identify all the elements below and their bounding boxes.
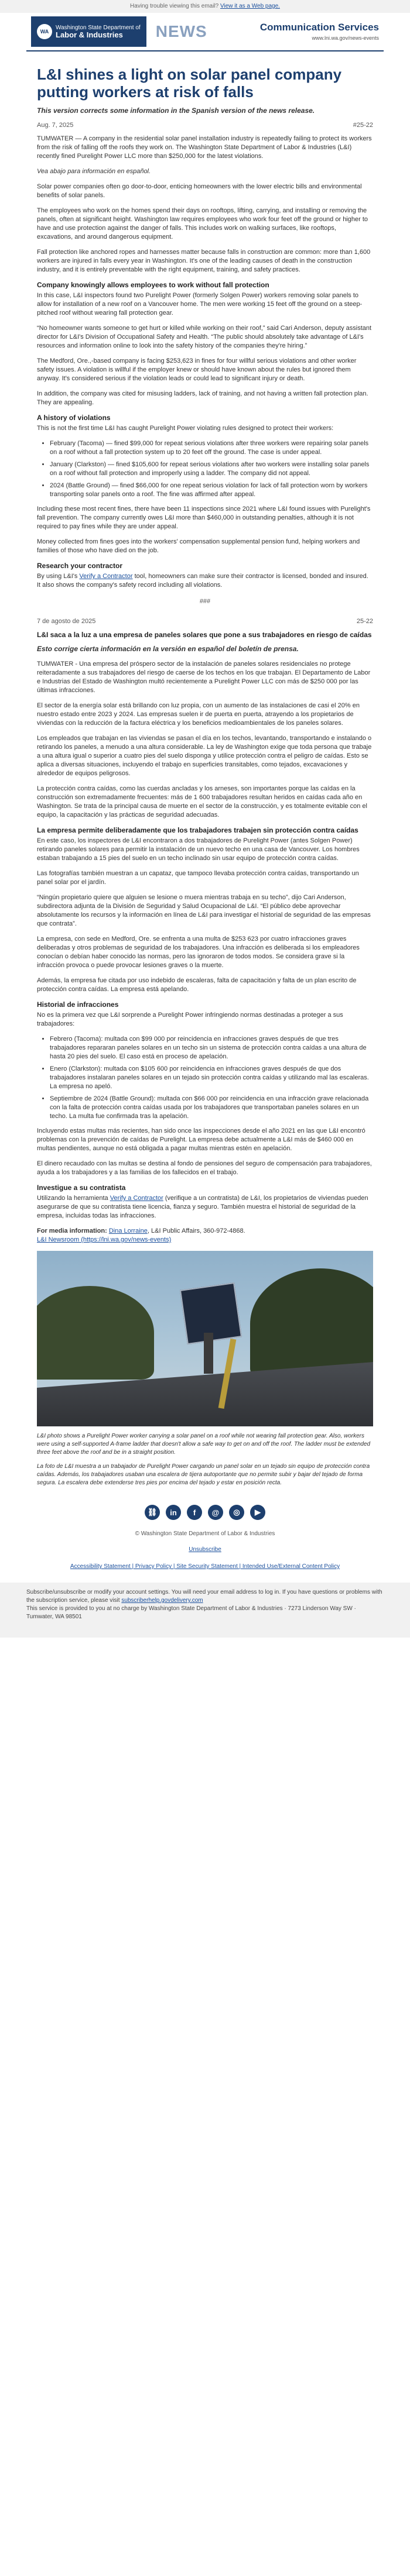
- list-item: • February (Tacoma) — fined $99,000 for repeat serious violations after three workers were repairing solar panels on a roof without a fall protection system up to 20 feet off the ground. The case is under appeal.: [50, 439, 373, 457]
- comm-services-title: Communication Services: [259, 22, 379, 33]
- para-en-2: Solar power companies often go door-to-door, enticing homeowners with the lower electric bills and environmental benefits of solar panels.: [37, 183, 362, 199]
- photo-caption-en: L&I photo shows a Purelight Power worker carrying a solar panel on a roof while not wearing fall protection gear. Also, workers were using a self-supported A-frame ladder that doesn't allow a safe way to get on and off the roof. The ladder must be extended three feet above the roof and be in a straight position.: [37, 1433, 371, 1456]
- comm-services: [260, 22, 379, 42]
- para-es-1: TUMWATER - Una empresa del próspero sector de la instalación de paneles solares residenciales no protege reiteradamente a sus trabajadores del riesgo de caerse de los techos en los que trabajan. El Departamento de Labor e Industrias del Estado de Washington multó recientemente a Purelight Power LLC con más de $250 000 por las últimas infracciones.: [37, 661, 371, 694]
- news-wordmark: NEWS: [155, 22, 207, 40]
- para-es-3: Los empleados que trabajan en las viviendas se pasan el día en los techos, levantando, transportando e instalando o retirando los paneles, a menudo a una altura considerable. La ley de Washington exige que toda persona que trabaje a una altura igual o superior a cuatro pies del suelo disponga y utilice protección contra el peligro de caídas. Esto se aplica a diversas situaciones, incluyendo el trabajo en superficies transitables, como tejados, excavaciones y alrededor de equipos peligrosos.: [37, 735, 372, 777]
- para-es-11: Incluyendo estas multas más recientes, han sido once las inspecciones desde el año 2021 en las que L&I encontró problemas con la prevención de caídas de Purelight. La empresa debe actualmente a L&I más de $460 000 en multas pendientes, aunque no está obligada a pagar multas mientras estén en apelación.: [37, 1127, 365, 1152]
- comm-services-url[interactable]: www.lni.wa.gov/news-events: [312, 35, 379, 41]
- view-web-link[interactable]: View it as a Web page.: [220, 3, 280, 9]
- para-en-5: In this case, L&I inspectors found two Purelight Power (formerly Solgen Power) workers removing solar panels to allow for installation of a new roof on a Vancouver home. The men were working 15 feet off the ground on a steep-pitched roof without wearing fall protection gear.: [37, 292, 363, 317]
- heading-research-en: Research your contractor: [37, 562, 123, 570]
- headline-es: L&I saca a la luz a una empresa de paneles solares que pone a sus trabajadores en riesgo de caídas: [37, 631, 372, 639]
- para-en-8: In addition, the company was cited for misusing ladders, lack of training, and not having a written fall protection plan. They are appealing.: [37, 390, 368, 406]
- policy-links: [37, 1563, 373, 1570]
- newsletter: [26, 13, 384, 1570]
- date-es: 7 de agosto de 2025: [37, 618, 96, 625]
- para-es-6: Las fotografías también muestran a un capataz, que tampoco llevaba protección contra caídas, transportando un panel solar por el jardín.: [37, 870, 359, 886]
- para-es-2: El sector de la energía solar está brillando con luz propia, con un aumento de las instalaciones de casi el 20% en nuestro estado entre 2023 y 2024. Las empresas suelen ir de puerta en puerta, atrayendo a los propietarios de viviendas con la reducción de la factura eléctrica y los beneficios medioambientales de los paneles solares.: [37, 702, 360, 727]
- heading-history-es: Historial de infracciones: [37, 1000, 119, 1009]
- support-link[interactable]: subscriberhelp.govdelivery.com: [121, 1597, 203, 1604]
- para-en-6: “No homeowner wants someone to get hurt or killed while working on their roof,” said Cari Anderson, deputy assistant director for L&I's Division of Occupational Safety and Health. “The public should absolutely take advantage of L&I's resources and information online to look into the safety history of the companies they're hiring.”: [37, 325, 372, 349]
- para-en-3: The employees who work on the homes spend their days on rooftops, lifting, carrying, and installing or removing the panels, often at significant height. Washington law requires employees who work four feet off the ground or higher to have and use protection against the danger of falls. This includes work on walking surfaces, like rooftops, excavations, and around dangerous equipment.: [37, 207, 368, 240]
- facebook-icon[interactable]: f: [187, 1505, 202, 1520]
- link-icon[interactable]: ⛓: [145, 1505, 160, 1520]
- para-en-1: TUMWATER — A company in the residential solar panel installation industry is repeatedly failing to protect its workers from the risk of falling off the roofs they work on. The Washington State Department of Labor & Industries (L&I) recently fined Purelight Power LLC more than $250,000 for the latest violations.: [37, 135, 372, 160]
- media-rest: , L&I Public Affairs, 360-972-4868.: [147, 1227, 245, 1234]
- threads-icon[interactable]: @: [208, 1505, 223, 1520]
- spanish-below-link[interactable]: Vea abajo para información en español.: [37, 168, 151, 175]
- heading-history-en: A history of violations: [37, 414, 111, 422]
- history-list-es: [37, 1035, 373, 1121]
- list-item: • January (Clarkston) — fined $105,600 for repeat serious violations after two workers were installing solar panels on a roof without fall protection and improperly using a ladder. The company did not appeal.: [50, 460, 373, 478]
- heading-company-en: Company knowingly allows employees to work without fall protection: [37, 281, 269, 289]
- para-es-12: El dinero recaudado con las multas se destina al fondo de pensiones del seguro de compensación para trabajadores, ayuda a los trabajadores y a las familias de los fallecidos en el trabajo.: [37, 1160, 372, 1176]
- text-fragment: (verifique a un contratista) de L&I, los propietarios de viviendas pueden asegurarse de que su contratista tiene licencia, fianza y seguro. También muestra el historial de seguridad de la empresa, incluidas todas las infracciones.: [37, 1195, 368, 1219]
- media-info: [37, 1227, 373, 1244]
- release-number-en: #25-22: [353, 122, 373, 129]
- list-item: • Enero (Clarkston): multada con $105 600 por reincidencia en infracciones graves después de que dos trabajadores instalaran paneles solares en un tejado sin protección contra caídas y utilizando mal las escaleras. La empresa no apeló.: [50, 1065, 373, 1091]
- photo-worker: [204, 1333, 213, 1374]
- article: [26, 51, 384, 1570]
- para-es-5: En este caso, los inspectores de L&I encontraron a dos trabajadores de Purelight Power (antes Solgen Power) retirando paneles solares para permitir la instalación de un nuevo techo en una casa de Vancouver. Los hombres estaban trabajando a 15 pies del suelo en un techo inclinado sin usar equipo de protección contra caídas.: [37, 837, 360, 862]
- state-seal-icon: WA: [37, 24, 52, 39]
- youtube-icon[interactable]: ▶: [250, 1505, 265, 1520]
- para-en-4: Fall protection like anchored ropes and harnesses matter because falls in construction are common: more than 1,600 workers are injured in falls every year in Washington. It's one of the leading causes of death in the construction industry, and it is entirely preventable with the right equipment, training, and safety practices.: [37, 249, 371, 273]
- policy-links-text[interactable]: Accessibility Statement | Privacy Policy | Site Security Statement | Intended Use/External Content Policy: [70, 1563, 340, 1570]
- text-fragment: By using L&I's: [37, 573, 80, 580]
- para-es-10: No es la primera vez que L&I sorprende a Purelight Power infringiendo normas destinadas a proteger a sus trabajadores:: [37, 1012, 343, 1027]
- para-es-7: “Ningún propietario quiere que alguien se lesione o muera mientras trabaja en su techo”, dijo Cari Anderson, subdirectora adjunta de la División de Seguridad y Salud Ocupacional de L&I. “El público debe aprovechar absolutamente los recursos y la información en línea de L&I para investigar el historial de seguridad de las empresas que contrata”.: [37, 894, 371, 927]
- para-es-9: Además, la empresa fue citada por uso indebido de escaleras, falta de capacitación y falta de un plan escrito de protección contra caídas. La empresa está apelando.: [37, 977, 357, 993]
- agency-line1: Washington State Department of: [56, 25, 141, 31]
- list-item: • Febrero (Tacoma): multada con $99 000 por reincidencia en infracciones graves después de que tres trabajadores repararan paneles solares en un techo sin un sistema de protección contra caídas a una altura de hasta 20 pies del suelo. El caso está en proceso de apelación.: [50, 1035, 373, 1061]
- media-label: For media information:: [37, 1227, 107, 1234]
- para-es-4: La protección contra caídas, como las cuerdas ancladas y los arneses, son importantes porque las caídas en la construcción son extremadamente frecuentes: más de 1 600 trabajadores resultan heridos en caídas cada año en Washington. Se trata de la principal causa de muerte en el sector de la construcción, y es totalmente evitable con el equipo, la capacitación y las prácticas de seguridad adecuadas.: [37, 785, 367, 818]
- unsubscribe-wrap: [37, 1546, 373, 1553]
- worker-photo: [37, 1251, 373, 1426]
- unsubscribe-link[interactable]: Unsubscribe: [189, 1546, 221, 1553]
- subscription-footer: [0, 1583, 410, 1638]
- photo-caption-es: La foto de L&I muestra a un trabajador de Purelight Power cargando un panel solar en un tejado sin equipo de protección contra caídas. Además, los trabajadores usaban una escalera de tijera autoportante que no permite subir y bajar del tejado de forma segura. La escalera debe extenderse tres pies por encima del tejado y estar en posición recta.: [37, 1463, 370, 1486]
- list-item: • 2024 (Battle Ground) — fined $66,000 for one repeat serious violation for lack of fall protection worn by workers transporting solar panels onto a roof. The fine was affirmed after appeal.: [50, 482, 373, 499]
- para-en-9: This is not the first time L&I has caught Purelight Power violating rules designed to protect their workers:: [37, 425, 334, 432]
- agency-line2: Labor & Industries: [56, 30, 123, 39]
- list-item: • Septiembre de 2024 (Battle Ground): multada con $66 000 por reincidencia en una infracción grave relacionada con la falta de protección contra caídas usada por los trabajadores que transportaban paneles solares en un techo. La multa fue confirmada tras la apelación.: [50, 1095, 373, 1121]
- separator: ###: [199, 598, 211, 605]
- agency-logo[interactable]: [31, 16, 146, 47]
- top-notice: [0, 0, 410, 13]
- social-links: [37, 1505, 373, 1520]
- para-en-11: Money collected from fines goes into the workers' compensation supplemental pension fund, helping workers and families of those who have died on the job.: [37, 538, 360, 554]
- instagram-icon[interactable]: ◎: [229, 1505, 244, 1520]
- newsroom-link[interactable]: L&I Newsroom (https://lni.wa.gov/news-events): [37, 1236, 172, 1243]
- text-fragment: tool, homeowners can make sure their contractor is licensed, bonded and insured. It also shows the company's safety record including all violations.: [37, 573, 368, 589]
- service-text: This service is provided to you at no charge by Washington State Department of Labor & Industries · 7273 Linderson Way SW · Tumwater, WA 98501: [26, 1605, 356, 1620]
- para-en-7: The Medford, Ore.,-based company is facing $253,623 in fines for four willful serious violations and other worker safety issues. A violation is willful if the employer knew or should have known about the rules but ignored them anyway. It's considered serious if the violation leads or could lead to significant injury or death.: [37, 357, 357, 382]
- text-fragment: Utilizando la herramienta: [37, 1195, 110, 1202]
- date-en: Aug. 7, 2025: [37, 122, 74, 129]
- meta-en: [37, 122, 373, 129]
- release-number-es: 25-22: [356, 618, 373, 625]
- para-es-13: [37, 1194, 373, 1220]
- para-en-12: [37, 572, 373, 590]
- linkedin-icon[interactable]: in: [166, 1505, 181, 1520]
- para-en-10: Including these most recent fines, there have been 11 inspections since 2021 where L&I found issues with Purelight's fall prevention. The company currently owes L&I more than $460,000 in outstanding penalties, although it is not required to pay fines while they are under appeal.: [37, 505, 371, 530]
- para-es-8: La empresa, con sede en Medford, Ore. se enfrenta a una multa de $253 623 por cuatro infracciones graves deliberadas y otros problemas de seguridad de los trabajadores. Una infracción es deliberada si los empleadores conocían o debían haber conocido las normas, pero las ignoraron de todos modos. Se considera grave si la infracción provoca o puede provocar lesiones graves o la muerte.: [37, 936, 360, 969]
- headline-en: L&I shines a light on solar panel company putting workers at risk of falls: [37, 66, 342, 101]
- media-contact-link[interactable]: Dina Lorraine: [108, 1227, 148, 1234]
- correction-es: Esto corrige cierta información en la versión en español del boletín de prensa.: [37, 645, 299, 653]
- heading-company-es: La empresa permite deliberadamente que los trabajadores trabajen sin protección contra caídas: [37, 826, 358, 834]
- verify-contractor-link-es[interactable]: Verify a Contractor: [110, 1195, 163, 1202]
- copyright: © Washington State Department of Labor & Industries: [135, 1531, 275, 1537]
- photo-tree: [37, 1286, 154, 1380]
- history-list-en: [37, 439, 373, 499]
- meta-es: [37, 618, 373, 625]
- heading-research-es: Investigue a su contratista: [37, 1184, 126, 1192]
- photo-tree: [250, 1268, 373, 1380]
- manage-text: Subscribe/unsubscribe or modify your account settings. You will need your email address to log in. If you have questions or problems with the subscription service, please visit: [26, 1589, 382, 1604]
- header: [26, 13, 384, 51]
- verify-contractor-link[interactable]: Verify a Contractor: [79, 573, 133, 580]
- correction-en: This version corrects some information in the Spanish version of the news release.: [37, 106, 315, 115]
- top-notice-text: Having trouble viewing this email?: [130, 3, 219, 9]
